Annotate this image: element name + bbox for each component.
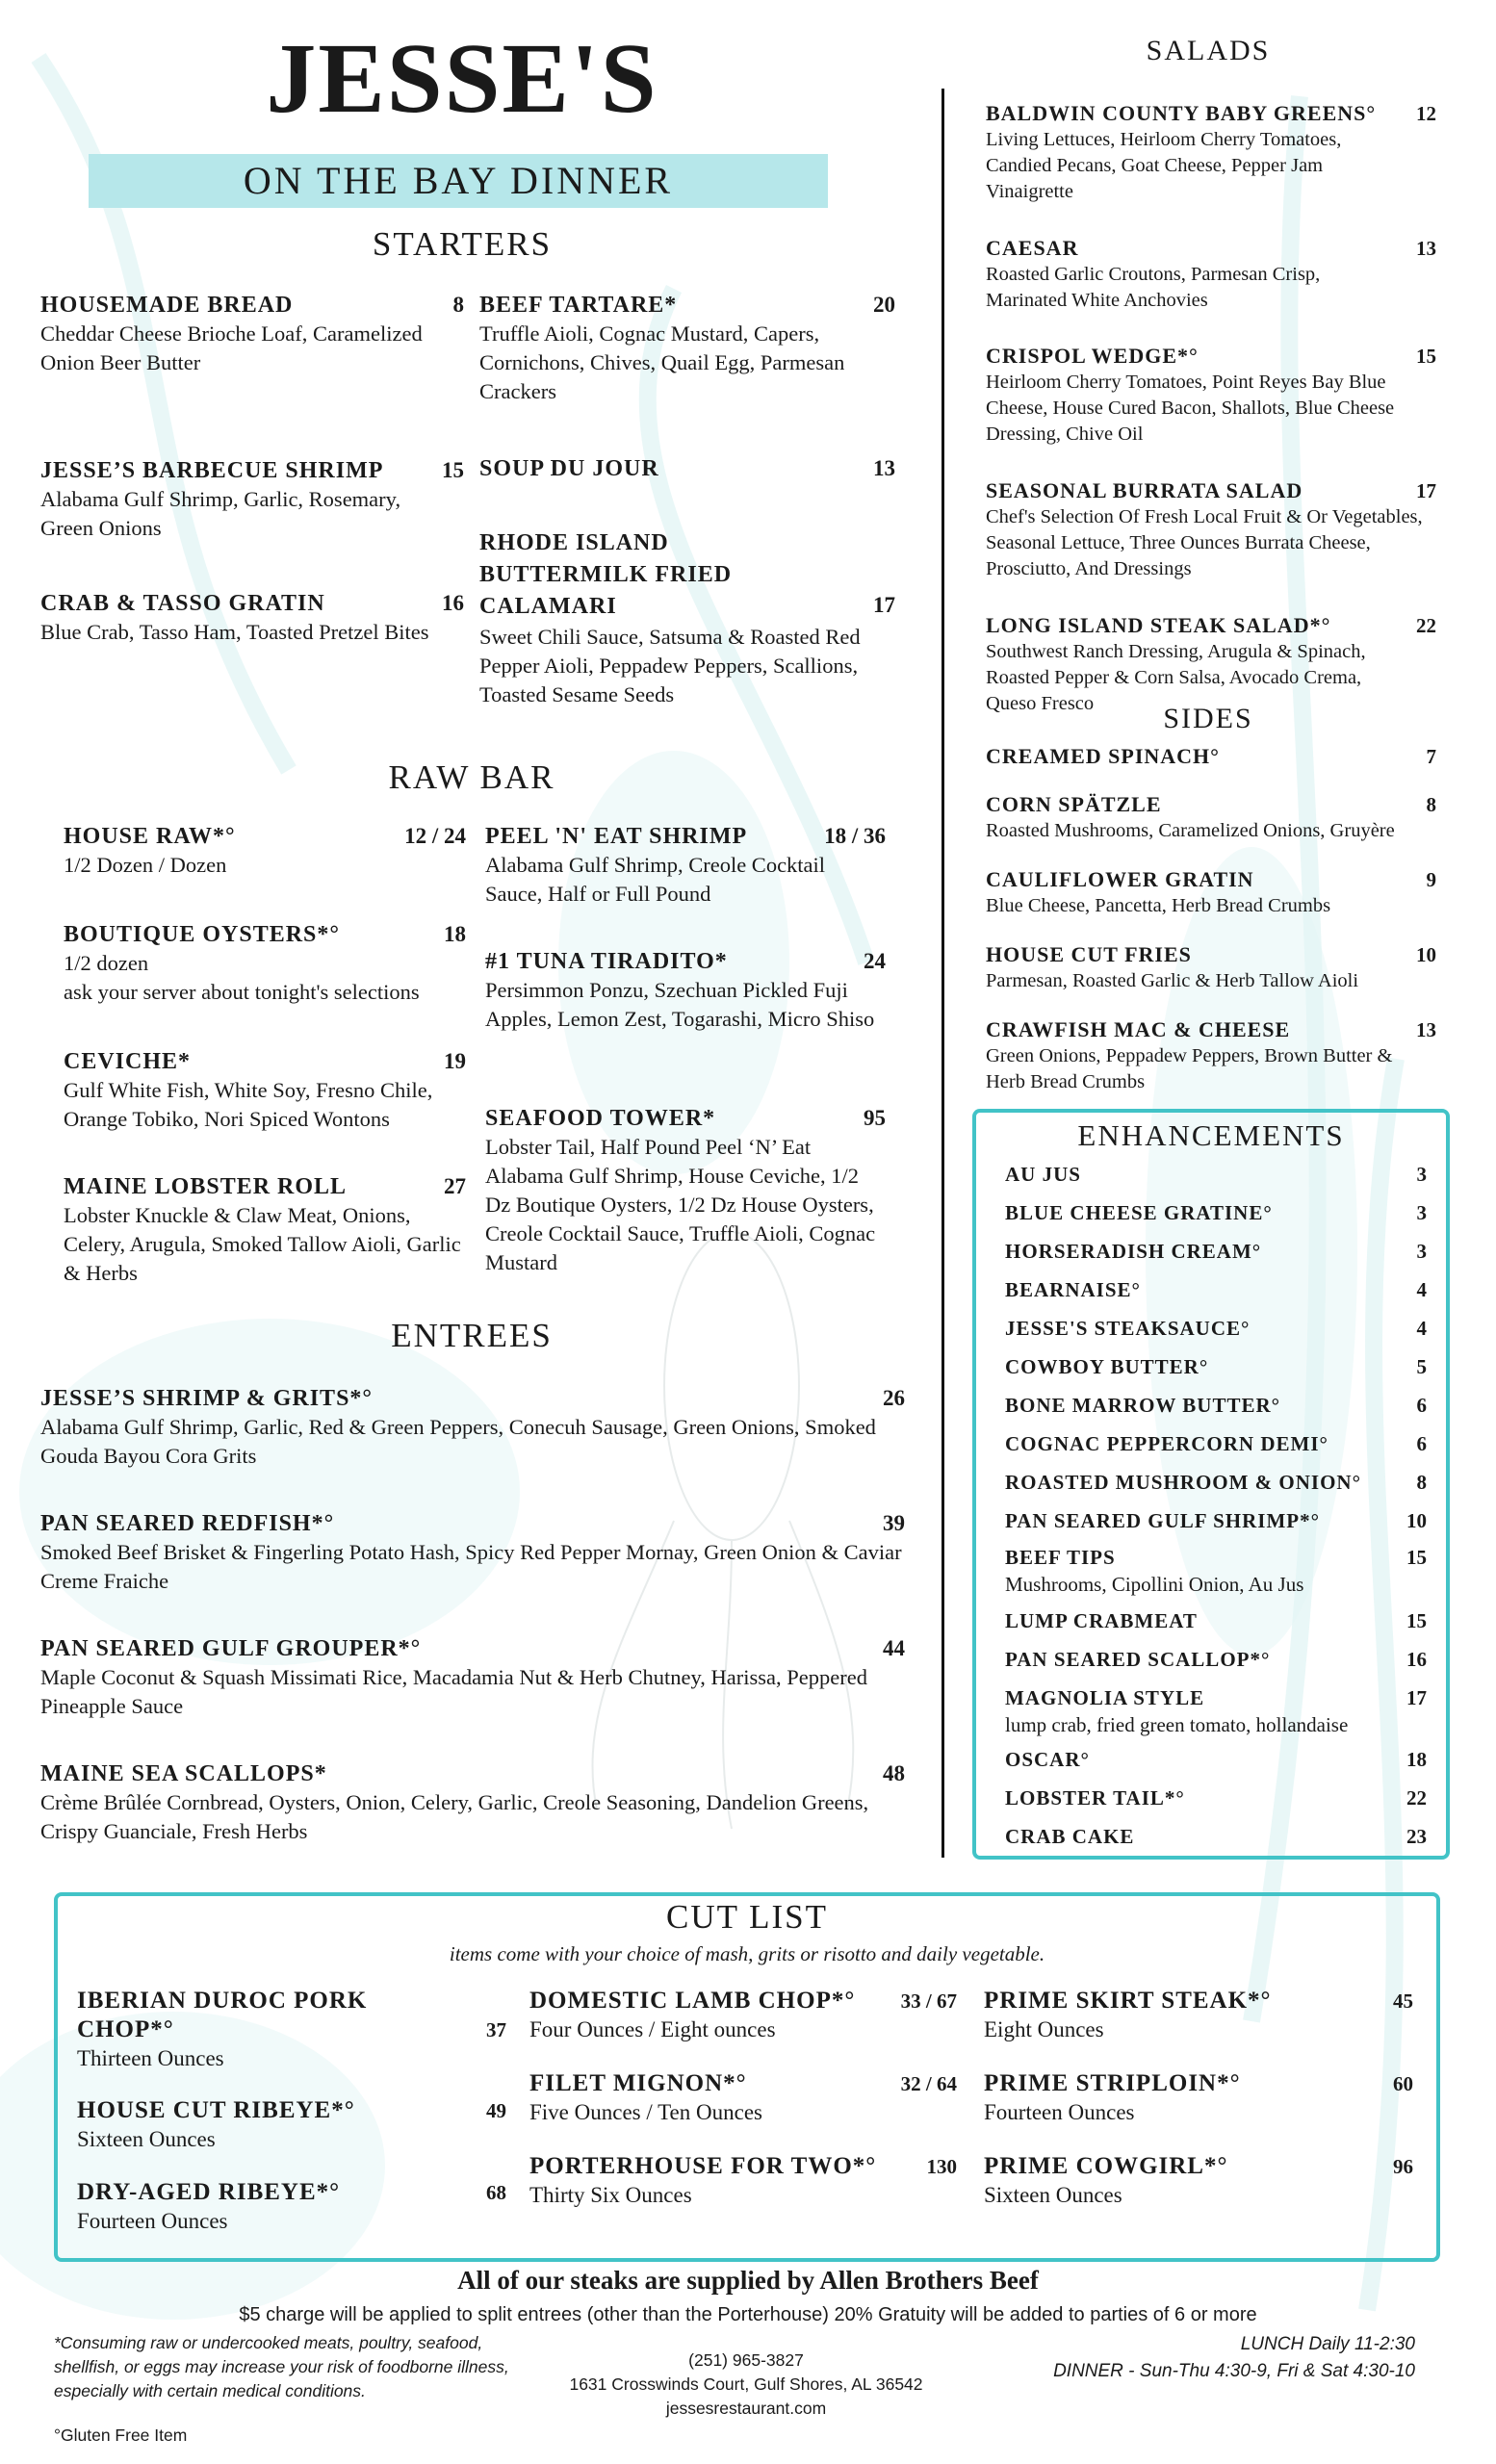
menu-item: [479, 291, 895, 406]
menu-item: [40, 1509, 905, 1596]
item-price: 20: [873, 293, 895, 317]
menu-item: [40, 291, 464, 377]
item-desc: Southwest Ranch Dressing, Arugula & Spinach, Roasted Pepper & Corn Salsa, Avocado Crema, Queso Fresco: [986, 641, 1366, 714]
enhancement-item: [1005, 1469, 1427, 1496]
lunch-hours: LUNCH Daily 11-2:30: [1240, 2334, 1415, 2354]
item-name: JESSE’S BARBECUE SHRIMP: [40, 458, 384, 483]
item-name: MAINE SEA SCALLOPS*: [40, 1761, 327, 1786]
item-name: CORN SPÄTZLE: [986, 792, 1162, 816]
menu-item: [64, 920, 466, 1007]
raw-bar-heading: RAW BAR: [388, 758, 555, 796]
menu-item: [64, 1047, 466, 1134]
item-name: CRAWFISH MAC & CHEESE: [986, 1017, 1291, 1041]
menu-item: [986, 791, 1436, 844]
item-price: 130: [926, 2155, 957, 2178]
item-name: CAULIFLOWER GRATIN: [986, 867, 1254, 891]
item-desc: Roasted Garlic Croutons, Parmesan Crisp, Marinated White Anchovies: [986, 264, 1321, 311]
item-name: PRIME STRIPLOIN*°: [984, 2070, 1241, 2096]
menu-item: [986, 941, 1436, 994]
enhancements-heading: ENHANCEMENTS: [1077, 1118, 1345, 1152]
menu-item: [986, 343, 1436, 448]
menu-item: [40, 1759, 905, 1846]
menu-item: [40, 1634, 905, 1721]
starters-heading: STARTERS: [372, 225, 553, 263]
item-price: 95: [864, 1106, 886, 1130]
item-name: HOUSEMADE BREAD: [40, 293, 294, 318]
item-name: HORSERADISH CREAM°: [1005, 1240, 1262, 1263]
item-desc: Smoked Beef Brisket & Fingerling Potato Hash, Spicy Red Pepper Mornay, Green Onion & Caviar Creme Fraiche: [40, 1540, 902, 1593]
item-name: BEEF TARTARE*: [479, 293, 678, 318]
item-name: FILET MIGNON*°: [529, 2070, 747, 2096]
menu-item: [984, 1987, 1413, 2044]
item-desc: Parmesan, Roasted Garlic & Herb Tallow Aioli: [986, 970, 1359, 991]
item-desc: Fourteen Ounces: [77, 2209, 228, 2233]
item-desc: Truffle Aioli, Cognac Mustard, Capers, Cornichons, Chives, Quail Egg, Parmesan Crackers: [479, 321, 845, 403]
item-name: IBERIAN DUROC PORK CHOP*°: [77, 1988, 368, 2042]
entrees-heading: ENTREES: [391, 1317, 553, 1354]
item-desc: Blue Crab, Tasso Ham, Toasted Pretzel Bites: [40, 620, 429, 644]
menu-item: [64, 1172, 466, 1288]
consumption-disclaimer: *Consuming raw or undercooked meats, poultry, seafood, shellfish, or eggs may increase your risk of foodborne illness, especially with certain medical conditions.: [54, 2333, 509, 2400]
item-price: 60: [1393, 2072, 1413, 2095]
item-desc: Blue Cheese, Pancetta, Herb Bread Crumbs: [986, 895, 1331, 916]
item-desc: Sweet Chili Sauce, Satsuma & Roasted Red Pepper Aioli, Peppadew Peppers, Scallions, Toasted Sesame Seeds: [479, 625, 861, 706]
item-price: 68: [486, 2181, 506, 2204]
menu-item: [529, 2069, 957, 2127]
menu-item: [479, 454, 895, 483]
item-desc: Lobster Tail, Half Pound Peel ‘N’ Eat Alabama Gulf Shrimp, House Ceviche, 1/2 Dz Boutique Oysters, 1/2 Dz House Oysters, Creole Cocktail Sauce, Truffle Aioli, Cognac Mustard: [485, 1135, 876, 1274]
item-price: 8: [452, 293, 464, 317]
menu-item: [77, 1987, 506, 2073]
item-desc: Crème Brûlée Cornbread, Oysters, Onion, Celery, Garlic, Creole Seasoning, Dandelion Greens, Crispy Guanciale, Fresh Herbs: [40, 1790, 869, 1843]
item-price: 17: [873, 593, 895, 617]
enhancement-item: [1005, 1161, 1427, 1188]
item-name: SEAFOOD TOWER*: [485, 1106, 716, 1131]
item-price: 23: [1406, 1825, 1427, 1848]
item-desc: Lobster Knuckle & Claw Meat, Onions, Celery, Arugula, Smoked Tallow Aioli, Garlic & Herbs: [64, 1203, 461, 1285]
item-name: COGNAC PEPPERCORN DEMI°: [1005, 1432, 1328, 1455]
item-desc: Sixteen Ounces: [77, 2127, 216, 2151]
item-name: JESSE’S SHRIMP & GRITS*°: [40, 1386, 374, 1411]
item-price: 45: [1393, 1989, 1413, 2013]
item-desc: Five Ounces / Ten Ounces: [529, 2100, 762, 2124]
item-name: BLUE CHEESE GRATINE°: [1005, 1201, 1273, 1224]
item-price: 18: [444, 922, 466, 946]
item-price: 17: [1416, 479, 1436, 502]
item-name: PORTERHOUSE FOR TWO*°: [529, 2153, 877, 2179]
enhancement-item: [1005, 1353, 1427, 1380]
item-desc: Alabama Gulf Shrimp, Garlic, Red & Green Peppers, Conecuh Sausage, Green Onions, Smoked Gouda Bayou Cora Grits: [40, 1415, 876, 1468]
item-name: CREAMED SPINACH°: [986, 744, 1220, 768]
enhancement-item: [1005, 1276, 1427, 1303]
item-price: 12 / 24: [404, 824, 466, 848]
enhancement-item: [1005, 1199, 1427, 1226]
menu-item: [64, 822, 466, 880]
item-price: 17: [1406, 1686, 1427, 1709]
item-price: 13: [1416, 1018, 1436, 1041]
item-desc: Mushrooms, Cipollini Onion, Au Jus: [1005, 1573, 1304, 1596]
menu-item: [485, 947, 886, 1034]
item-price: 32 / 64: [900, 2072, 957, 2095]
enhancement-item: [1005, 1823, 1427, 1850]
item-name: PAN SEARED REDFISH*°: [40, 1511, 335, 1536]
item-price: 8: [1426, 793, 1436, 816]
item-price: 7: [1426, 745, 1436, 768]
cut-list-heading: CUT LIST: [666, 1898, 828, 1936]
menu-item: [986, 866, 1436, 919]
column-divider: [941, 89, 944, 1858]
item-name: BEEF TIPS: [1005, 1546, 1116, 1569]
cut-list-note: items come with your choice of mash, grits or risotto and daily vegetable.: [449, 1942, 1045, 1965]
item-name: COWBOY BUTTER°: [1005, 1355, 1209, 1378]
item-desc: Thirty Six Ounces: [529, 2183, 692, 2207]
item-name: DRY-AGED RIBEYE*°: [77, 2179, 341, 2205]
item-price: 49: [486, 2099, 506, 2122]
item-name: SOUP DU JOUR: [479, 456, 659, 481]
item-price: 13: [1416, 237, 1436, 260]
item-name: BONE MARROW BUTTER°: [1005, 1394, 1281, 1417]
menu-item: [77, 2096, 506, 2154]
menu-item: [40, 456, 464, 543]
phone-number[interactable]: (251) 965-3827: [688, 2350, 804, 2370]
menu-item: [485, 822, 886, 909]
item-price: 39: [883, 1511, 905, 1535]
item-name: LOBSTER TAIL*°: [1005, 1786, 1185, 1810]
enhancement-item: [1005, 1544, 1427, 1598]
item-price: 4: [1416, 1278, 1427, 1301]
salads-heading: SALADS: [1146, 35, 1271, 66]
item-name: PAN SEARED SCALLOP*°: [1005, 1648, 1271, 1671]
enhancement-item: [1005, 1238, 1427, 1265]
enhancement-item: [1005, 1684, 1427, 1738]
item-name: #1 TUNA TIRADITO*: [485, 949, 728, 974]
item-name: PAN SEARED GULF SHRIMP*°: [1005, 1509, 1320, 1532]
menu-item: [529, 2152, 957, 2210]
item-desc: Gulf White Fish, White Soy, Fresno Chile, Orange Tobiko, Nori Spiced Wontons: [64, 1078, 433, 1131]
item-price: 3: [1416, 1201, 1427, 1224]
item-price: 44: [883, 1636, 905, 1660]
enhancement-item: [1005, 1430, 1427, 1457]
menu-subtitle: ON THE BAY DINNER: [243, 159, 674, 202]
item-price: 27: [444, 1174, 466, 1198]
item-price: 24: [864, 949, 886, 973]
item-name: LONG ISLAND STEAK SALAD*°: [986, 613, 1331, 637]
menu-item: [40, 1384, 905, 1471]
menu-item: [986, 612, 1436, 717]
item-price: 96: [1393, 2155, 1413, 2178]
supplier-note: All of our steaks are supplied by Allen Brothers Beef: [457, 2266, 1039, 2295]
item-price: 8: [1416, 1471, 1427, 1494]
item-price: 48: [883, 1761, 905, 1785]
dinner-hours: DINNER - Sun-Thu 4:30-9, Fri & Sat 4:30-10: [1053, 2361, 1415, 2381]
item-price: 26: [883, 1386, 905, 1410]
item-name: DOMESTIC LAMB CHOP*°: [529, 1988, 856, 2014]
hours-block: [972, 2331, 1415, 2385]
item-price: 16: [442, 591, 464, 615]
item-desc: 1/2 Dozen / Dozen: [64, 853, 227, 877]
sides-heading: SIDES: [1163, 703, 1253, 734]
menu-item: [986, 1016, 1436, 1095]
item-desc: Chef's Selection Of Fresh Local Fruit & Or Vegetables, Seasonal Lettuce, Three Ounces Burrata Cheese, Prosciutto, And Dressings: [986, 506, 1423, 579]
item-price: 4: [1416, 1317, 1427, 1340]
item-price: 15: [442, 458, 464, 482]
menu-item: [77, 2178, 506, 2236]
item-desc: Fourteen Ounces: [984, 2100, 1135, 2124]
item-name: PRIME SKIRT STEAK*°: [984, 1988, 1272, 2014]
item-price: 18: [1406, 1748, 1427, 1771]
item-name: MAINE LOBSTER ROLL: [64, 1174, 348, 1199]
item-price: 15: [1406, 1609, 1427, 1632]
item-name: RHODE ISLAND BUTTERMILK FRIED CALAMARI: [479, 530, 733, 619]
item-price: 15: [1416, 345, 1436, 368]
item-name: PRIME COWGIRL*°: [984, 2153, 1228, 2179]
item-name: CRAB CAKE: [1005, 1825, 1135, 1848]
item-price: 19: [444, 1049, 466, 1073]
item-price: 9: [1426, 868, 1436, 891]
item-name: HOUSE CUT FRIES: [986, 942, 1192, 966]
enhancement-item: [1005, 1392, 1427, 1419]
enhancement-item: [1005, 1646, 1427, 1673]
item-name: CRISPOL WEDGE*°: [986, 344, 1199, 368]
item-price: 3: [1416, 1240, 1427, 1263]
item-name: SEASONAL BURRATA SALAD: [986, 478, 1303, 502]
item-name: AU JUS: [1005, 1163, 1081, 1186]
menu-item: [986, 100, 1436, 205]
item-name: JESSE'S STEAKSAUCE°: [1005, 1317, 1251, 1340]
item-price: 37: [486, 2018, 506, 2041]
item-price: 18 / 36: [824, 824, 886, 848]
item-desc: Living Lettuces, Heirloom Cherry Tomatoes, Candied Pecans, Goat Cheese, Pepper Jam Vinaigrette: [986, 129, 1342, 202]
item-desc: Alabama Gulf Shrimp, Creole Cocktail Sauce, Half or Full Pound: [485, 853, 826, 906]
policy-note: $5 charge will be applied to split entrees (other than the Porterhouse) 20% Gratuity will be added to parties of 6 or more: [239, 2304, 1257, 2325]
menu-item: [986, 235, 1436, 314]
menu-item: [986, 477, 1436, 582]
item-desc: lump crab, fried green tomato, hollandaise: [1005, 1713, 1349, 1736]
item-desc: Cheddar Cheese Brioche Loaf, Caramelized Onion Beer Butter: [40, 321, 423, 374]
item-name: HOUSE RAW*°: [64, 824, 236, 849]
item-price: 6: [1416, 1394, 1427, 1417]
item-name: LUMP CRABMEAT: [1005, 1609, 1198, 1632]
menu-item: [479, 527, 895, 709]
enhancement-item: [1005, 1784, 1427, 1811]
item-price: 12: [1416, 102, 1436, 125]
enhancement-item: [1005, 1746, 1427, 1773]
item-price: 10: [1416, 943, 1436, 966]
item-price: 10: [1406, 1509, 1427, 1532]
item-name: HOUSE CUT RIBEYE*°: [77, 2097, 355, 2123]
item-name: CEVICHE*: [64, 1049, 192, 1074]
item-name: BOUTIQUE OYSTERS*°: [64, 922, 341, 947]
menu-item: [984, 2152, 1413, 2210]
item-price: 22: [1406, 1786, 1427, 1810]
item-price: 22: [1416, 614, 1436, 637]
menu-item: [529, 1987, 957, 2044]
item-name: OSCAR°: [1005, 1748, 1090, 1771]
menu-item: [485, 1104, 886, 1277]
contact-block: [539, 2348, 953, 2421]
item-price: 33 / 67: [900, 1989, 957, 2013]
item-name: ROASTED MUSHROOM & ONION°: [1005, 1471, 1361, 1494]
item-desc: Persimmon Ponzu, Szechuan Pickled Fuji Apples, Lemon Zest, Togarashi, Micro Shiso: [485, 978, 875, 1031]
item-name: BALDWIN COUNTY BABY GREENS°: [986, 101, 1377, 125]
item-price: 5: [1416, 1355, 1427, 1378]
item-desc: Maple Coconut & Squash Missimati Rice, Macadamia Nut & Herb Chutney, Harissa, Peppered Pineapple Sauce: [40, 1665, 867, 1718]
item-desc: Heirloom Cherry Tomatoes, Point Reyes Bay Blue Cheese, House Cured Bacon, Shallots, Blue Cheese Dressing, Chive Oil: [986, 372, 1395, 445]
item-price: 15: [1406, 1546, 1427, 1569]
item-desc: Eight Ounces: [984, 2017, 1104, 2041]
item-desc-note: ask your server about tonight's selections: [64, 980, 420, 1004]
menu-item: [986, 743, 1436, 770]
item-desc: Sixteen Ounces: [984, 2183, 1122, 2207]
gluten-free-legend: °Gluten Free Item: [54, 2426, 188, 2445]
menu-item: [40, 589, 464, 647]
enhancement-item: [1005, 1315, 1427, 1342]
item-name: CAESAR: [986, 236, 1079, 260]
restaurant-title: JESSE'S: [266, 23, 658, 134]
enhancement-item: [1005, 1507, 1427, 1534]
item-price: 6: [1416, 1432, 1427, 1455]
menu-item: [984, 2069, 1413, 2127]
item-desc: Alabama Gulf Shrimp, Garlic, Rosemary, Green Onions: [40, 487, 401, 540]
enhancement-item: [1005, 1607, 1427, 1634]
item-desc: Green Onions, Peppadew Peppers, Brown Butter & Herb Bread Crumbs: [986, 1045, 1393, 1092]
item-name: CRAB & TASSO GRATIN: [40, 591, 325, 616]
item-name: PEEL 'N' EAT SHRIMP: [485, 824, 748, 849]
item-name: BEARNAISE°: [1005, 1278, 1141, 1301]
item-price: 3: [1416, 1163, 1427, 1186]
item-desc: Thirteen Ounces: [77, 2046, 224, 2070]
item-name: MAGNOLIA STYLE: [1005, 1686, 1205, 1709]
item-price: 16: [1406, 1648, 1427, 1671]
address: 1631 Crosswinds Court, Gulf Shores, AL 36542: [569, 2374, 923, 2394]
item-price: 13: [873, 456, 895, 480]
item-desc: Roasted Mushrooms, Caramelized Onions, Gruyère: [986, 820, 1395, 841]
item-desc: Four Ounces / Eight ounces: [529, 2017, 776, 2041]
website-link[interactable]: jessesrestaurant.com: [665, 2399, 827, 2418]
item-desc: 1/2 dozen: [64, 951, 149, 975]
item-name: PAN SEARED GULF GROUPER*°: [40, 1636, 422, 1661]
